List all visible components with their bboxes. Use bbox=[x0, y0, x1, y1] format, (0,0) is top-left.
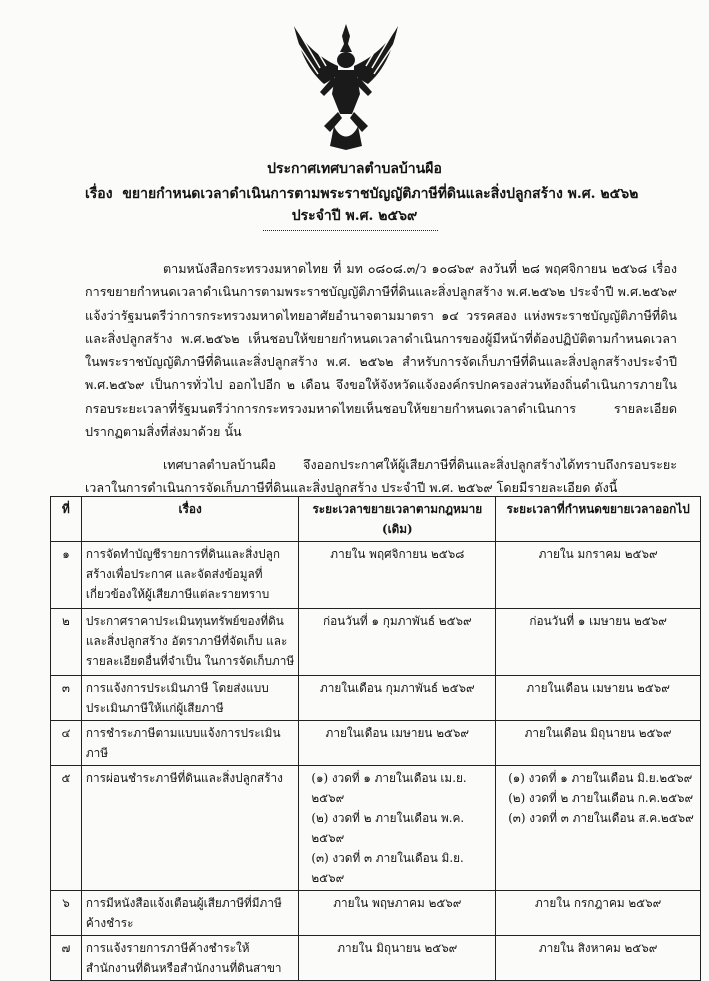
header-no: ที่ bbox=[51, 497, 82, 542]
installment-new-2: (๒) งวดที่ ๒ ภายในเดือน ก.ค.๒๕๖๙ bbox=[508, 791, 694, 805]
table-row bbox=[51, 936, 701, 981]
installment-old-1: (๑) งวดที่ ๑ ภายในเดือน เม.ย. ๒๕๖๙ bbox=[311, 771, 467, 805]
row-new: ภายใน มกราคม ๒๕๖๙ bbox=[496, 542, 701, 609]
row-topic: การมีหนังสือแจ้งเตือนผู้เสียภาษีที่มีภาษีค้างชำระ bbox=[81, 891, 299, 936]
row-old: ภายในเดือน เมษายน ๒๕๖๙ bbox=[299, 721, 496, 766]
paragraph-2-text: เทศบาลตำบลบ้านผือ จึงออกประกาศให้ผู้เสียภาษีที่ดินและสิ่งปลูกสร้างได้ทราบถึงกรอบระยะเวลาในการดำเนินการจัดเก็บภาษีที่ดินและสิ่งปลูกสร้าง ประจำปี พ.ศ. ๒๕๖๙ โดยมีรายละเอียด ดังนี้ bbox=[85, 457, 677, 496]
row-topic: การแจ้งรายการภาษีค้างชำระให้สำนักงานที่ดินหรือสำนักงานที่ดินสาขา bbox=[81, 936, 299, 981]
row-old bbox=[299, 766, 496, 891]
row-old: ก่อนวันที่ ๑ กุมภาพันธ์ ๒๕๖๙ bbox=[299, 609, 496, 676]
fiscal-year: ประจำปี พ.ศ. ๒๕๖๙ bbox=[291, 208, 418, 224]
table-header-row bbox=[51, 497, 701, 542]
installment-new-1: (๑) งวดที่ ๑ ภายในเดือน มิ.ย.๒๕๖๙ bbox=[508, 771, 693, 785]
table-row bbox=[51, 891, 701, 936]
paragraph-1-text: ตามหนังสือกระทรวงมหาดไทย ที่ มท ๐๘๐๘.๓/ว ๑๐๘๖๙ ลงวันที่ ๒๘ พฤศจิกายน ๒๕๖๘ เรื่อง การขยายกำหนดเวลาดำเนินการตามพระราชบัญญัติภาษีที่ดินและสิ่งปลูกสร้าง พ.ศ.๒๕๖๒ ประจำปี พ.ศ.๒๕๖๙ แจ้งว่ารัฐมนตรีว่าการกระทรวงมหาดไทยอาศัยอำนาจตามมาตรา ๑๔ วรรคสอง แห่งพระราชบัญญัติภาษีที่ดินและสิ่งปลูกสร้าง พ.ศ.๒๕๖๒ เห็นชอบให้ขยายกำหนดเวลาดำเนินการของผู้มีหน้าที่ต้องปฏิบัติตามกำหนดเวลาในพระราชบัญญัติภาษีที่ดินและสิ่งปลูกสร้าง พ.ศ. ๒๕๖๒ สำหรับการจัดเก็บภาษีที่ดินและสิ่งปลูกสร้างประจำปี พ.ศ.๒๕๖๙ เป็นการทั่วไป ออกไปอีก ๒ เดือน จึงขอให้จังหวัดแจ้งองค์กรปกครองส่วนท้องถิ่นดำเนินการภายในกรอบระยะเวลาที่รัฐมนตรีว่าการกระทรวงมหาดไทยเห็นชอบให้ขยายกำหนดเวลาดำเนินการ รายละเอียดปรากฏตามสิ่งที่ส่งมาด้วย นั้น bbox=[85, 261, 677, 440]
row-topic: การชำระภาษีตามแบบแจ้งการประเมินภาษี bbox=[81, 721, 299, 766]
subject-text: ขยายกำหนดเวลาดำเนินการตามพระราชบัญญัติภาษีที่ดินและสิ่งปลูกสร้าง พ.ศ. ๒๕๖๒ bbox=[122, 186, 639, 202]
header-old-deadline: ระยะเวลาขยายเวลาตามกฎหมาย (เดิม) bbox=[299, 497, 496, 542]
dotted-divider bbox=[263, 230, 438, 231]
row-new: ภายในเดือน มิถุนายน ๒๕๖๙ bbox=[496, 721, 701, 766]
row-new: ภายในเดือน เมษายน ๒๕๖๙ bbox=[496, 676, 701, 721]
row-no: ๗ bbox=[51, 936, 82, 981]
body-paragraph-2 bbox=[85, 453, 677, 500]
row-topic: ประกาศราคาประเมินทุนทรัพย์ของที่ดินและสิ่งปลูกสร้าง อัตราภาษีที่จัดเก็บ และรายละเอียดอื่นที่จำเป็น ในการจัดเก็บภาษี bbox=[81, 609, 299, 676]
garuda-emblem-icon bbox=[290, 22, 402, 150]
row-no: ๓ bbox=[51, 676, 82, 721]
row-no: ๔ bbox=[51, 721, 82, 766]
row-old: ภายใน มิถุนายน ๒๕๖๙ bbox=[299, 936, 496, 981]
table-row bbox=[51, 766, 701, 891]
body-paragraph-1 bbox=[85, 257, 677, 443]
table-row bbox=[51, 721, 701, 766]
table-row bbox=[51, 609, 701, 676]
installment-old-2: (๒) งวดที่ ๒ ภายในเดือน พ.ค. ๒๕๖๙ bbox=[311, 811, 465, 845]
row-no: ๑ bbox=[51, 542, 82, 609]
document-title: ประกาศเทศบาลตำบลบ้านผือ bbox=[267, 161, 442, 177]
row-old: ภายในเดือน กุมภาพันธ์ ๒๕๖๙ bbox=[299, 676, 496, 721]
schedule-table bbox=[50, 496, 701, 981]
row-new: ภายใน สิงหาคม ๒๕๖๙ bbox=[496, 936, 701, 981]
row-topic: การผ่อนชำระภาษีที่ดินและสิ่งปลูกสร้าง bbox=[81, 766, 299, 891]
row-new: ก่อนวันที่ ๑ เมษายน ๒๕๖๙ bbox=[496, 609, 701, 676]
subject-label: เรื่อง bbox=[85, 186, 113, 202]
row-new: ภายใน กรกฎาคม ๒๕๖๙ bbox=[496, 891, 701, 936]
header-topic: เรื่อง bbox=[81, 497, 299, 542]
installment-old-3: (๓) งวดที่ ๓ ภายในเดือน มิ.ย. ๒๕๖๙ bbox=[311, 851, 464, 885]
table-row bbox=[51, 542, 701, 609]
table-row bbox=[51, 676, 701, 721]
row-old: ภายใน พฤศจิกายน ๒๕๖๘ bbox=[299, 542, 496, 609]
row-topic: การจัดทำบัญชีรายการที่ดินและสิ่งปลูกสร้างเพื่อประกาศ และจัดส่งข้อมูลที่เกี่ยวข้องให้ผู้เสียภาษีแต่ละรายทราบ bbox=[81, 542, 299, 609]
row-old: ภายใน พฤษภาคม ๒๕๖๙ bbox=[299, 891, 496, 936]
row-new bbox=[496, 766, 701, 891]
row-no: ๒ bbox=[51, 609, 82, 676]
installment-new-3: (๓) งวดที่ ๓ ภายในเดือน ส.ค.๒๕๖๙ bbox=[508, 811, 694, 825]
row-no: ๕ bbox=[51, 766, 82, 891]
document-subject bbox=[85, 183, 705, 205]
row-topic: การแจ้งการประเมินภาษี โดยส่งแบบประเมินภาษีให้แก่ผู้เสียภาษี bbox=[81, 676, 299, 721]
header-new-deadline: ระยะเวลาที่กำหนดขยายเวลาออกไป bbox=[496, 497, 701, 542]
row-no: ๖ bbox=[51, 891, 82, 936]
